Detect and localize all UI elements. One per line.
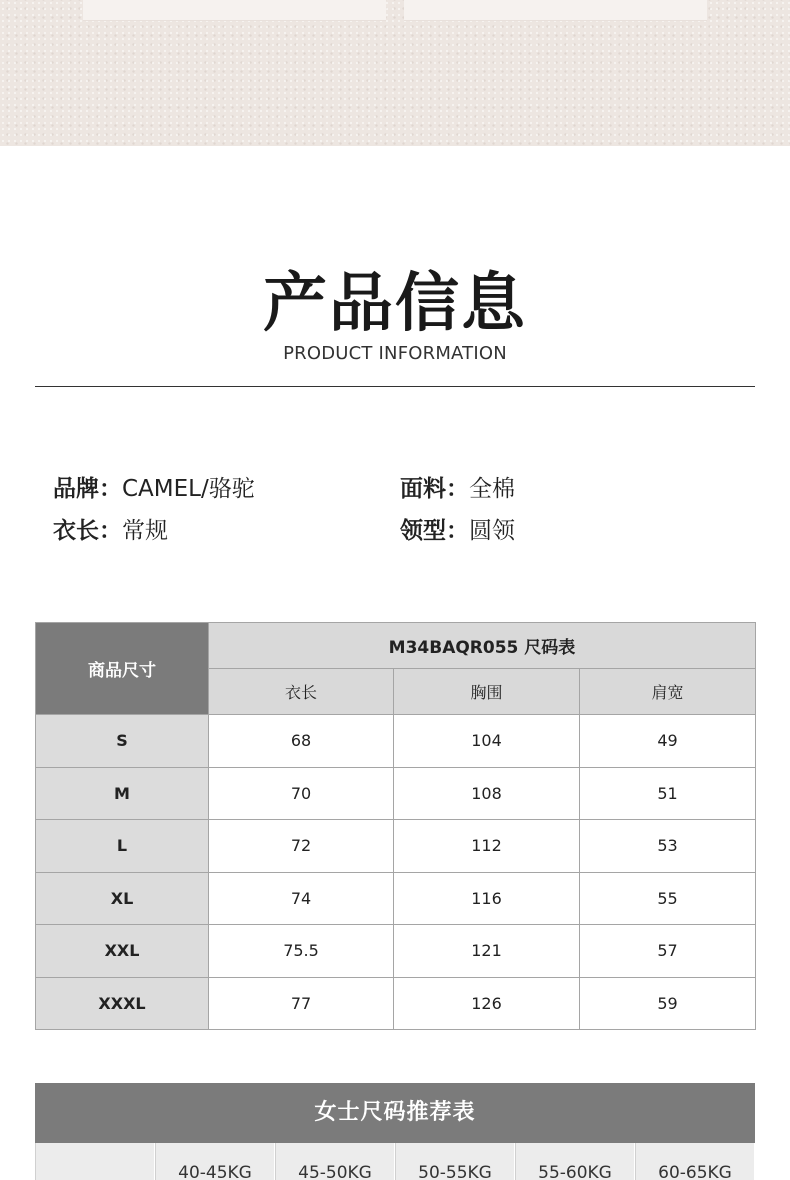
recommend-header-row [35, 1143, 755, 1180]
table-cell: 77 [209, 977, 394, 1030]
table-cell: 57 [580, 925, 756, 978]
table-row [36, 977, 756, 1030]
size-chart-title: M34BAQR055 尺码表 [209, 623, 756, 669]
attr-value: CAMEL/骆驼 [122, 476, 255, 502]
table-cell: 74 [209, 872, 394, 925]
divider [35, 386, 755, 387]
size-header-corner: 商品尺寸 [36, 623, 209, 715]
attr-fabric [400, 470, 515, 503]
weight-range-header: 45-50KG [275, 1143, 395, 1180]
attr-collar [400, 512, 515, 545]
weight-range-header: 55-60KG [515, 1143, 635, 1180]
size-label: XL [36, 872, 209, 925]
table-cell: 116 [394, 872, 580, 925]
size-label: M [36, 767, 209, 820]
attr-length [53, 512, 168, 545]
attr-label: 衣长： [53, 518, 122, 544]
table-cell: 70 [209, 767, 394, 820]
table-cell: 108 [394, 767, 580, 820]
size-label: S [36, 715, 209, 768]
table-cell: 59 [580, 977, 756, 1030]
attr-brand [53, 470, 255, 503]
hero-texture-band [0, 0, 790, 146]
weight-range-header: 50-55KG [395, 1143, 515, 1180]
table-cell: 53 [580, 820, 756, 873]
table-cell: 51 [580, 767, 756, 820]
table-row [36, 820, 756, 873]
attr-value: 圆领 [469, 518, 515, 544]
attr-label: 领型： [400, 518, 469, 544]
attr-value: 常规 [122, 518, 168, 544]
table-row [36, 925, 756, 978]
product-photo-card [404, 0, 707, 21]
table-cell: 72 [209, 820, 394, 873]
size-label: L [36, 820, 209, 873]
column-header: 肩宽 [580, 669, 756, 715]
table-row [36, 872, 756, 925]
size-chart-table [35, 622, 756, 1030]
table-cell: 75.5 [209, 925, 394, 978]
weight-range-header: 60-65KG [635, 1143, 755, 1180]
weight-range-header: 40-45KG [155, 1143, 275, 1180]
column-header: 胸围 [394, 669, 580, 715]
table-cell: 126 [394, 977, 580, 1030]
table-cell: 104 [394, 715, 580, 768]
table-cell: 55 [580, 872, 756, 925]
table-cell: 49 [580, 715, 756, 768]
product-photo-card [83, 0, 386, 21]
attr-label: 品牌： [53, 476, 122, 502]
attr-label: 面料： [400, 476, 469, 502]
attr-value: 全棉 [469, 476, 515, 502]
table-row [36, 767, 756, 820]
column-header: 衣长 [209, 669, 394, 715]
size-label: XXXL [36, 977, 209, 1030]
section-subtitle: PRODUCT INFORMATION [283, 343, 507, 364]
table-cell: 68 [209, 715, 394, 768]
table-row [36, 715, 756, 768]
recommend-table-title: 女士尺码推荐表 [35, 1083, 755, 1143]
table-cell: 121 [394, 925, 580, 978]
section-title: 产品信息 [263, 267, 527, 341]
recommend-corner-cell [35, 1143, 155, 1180]
table-cell: 112 [394, 820, 580, 873]
size-label: XXL [36, 925, 209, 978]
